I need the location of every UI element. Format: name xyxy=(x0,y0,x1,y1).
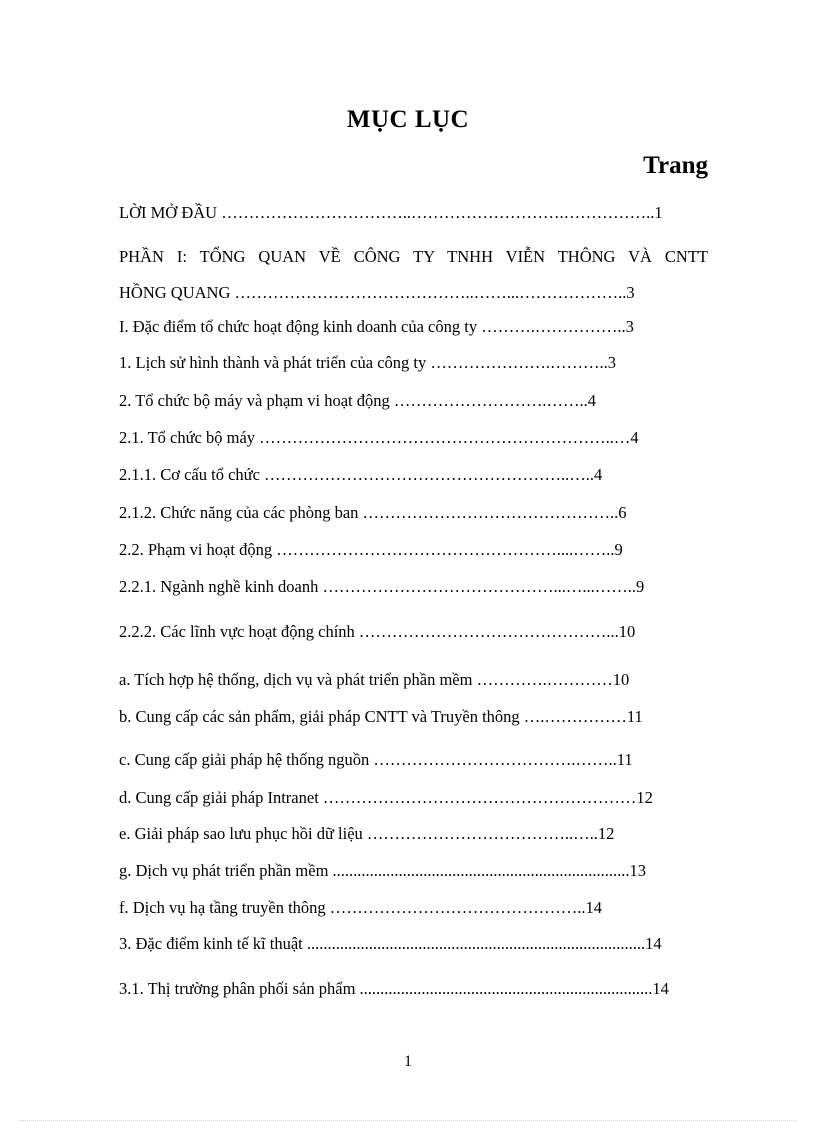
toc-entry-e: e. Giải pháp sao lưu phục hồi dữ liệu ………………………………..…..12 xyxy=(119,824,615,843)
toc-entry-c: c. Cung cấp giải pháp hệ thống nguồn ……………………………….……..11 xyxy=(119,750,633,769)
toc-entry-phan-1-cont: HỒNG QUANG ……………………………………..……...………………..3 xyxy=(119,283,635,302)
page-bottom-divider xyxy=(20,1120,796,1121)
toc-entry-section-1: I. Đặc điểm tổ chức hoạt động kinh doanh của công ty ……….……………..3 xyxy=(119,317,634,336)
page-title: MỤC LỤC xyxy=(346,106,470,133)
toc-entry-1: 1. Lịch sử hình thành và phát triển của công ty ………………….………..3 xyxy=(119,353,616,372)
toc-entry-loi-mo-dau: LỜI MỞ ĐẦU ……………………………..……………………….……………..1 xyxy=(119,203,663,222)
page-number: 1 xyxy=(404,1053,412,1070)
toc-entry-g: g. Dịch vụ phát triển phần mềm ........................................................................13 xyxy=(119,861,647,880)
toc-entry-2: 2. Tổ chức bộ máy và phạm vi hoạt động ……………………….……..4 xyxy=(119,391,597,410)
toc-entry-f: f. Dịch vụ hạ tầng truyền thông ………………………………………..14 xyxy=(119,898,603,917)
toc-entry-2-2: 2.2. Phạm vi hoạt động ……………………………………………....……..9 xyxy=(119,540,623,559)
toc-entry-a: a. Tích hợp hệ thống, dịch vụ và phát triển phần mềm ………….…………10 xyxy=(119,670,630,689)
toc-entry-3: 3. Đặc điểm kinh tế kĩ thuật ..................................................................................14 xyxy=(119,934,662,953)
toc-entry-phan-1: PHẦN I: TỔNG QUAN VỀ CÔNG TY TNHH VIỄN THÔNG VÀ CNTT xyxy=(119,247,708,266)
toc-entry-d: d. Cung cấp giải pháp Intranet …………………………………………………12 xyxy=(119,788,653,807)
toc-entry-3-1: 3.1. Thị trường phân phối sản phẩm .......................................................................14 xyxy=(119,979,669,998)
toc-entry-2-1: 2.1. Tổ chức bộ máy ………………………………………………………..…4 xyxy=(119,428,639,447)
toc-entry-2-2-2: 2.2.2. Các lĩnh vực hoạt động chính ………………………………………...10 xyxy=(119,622,636,641)
toc-entry-2-2-1: 2.2.1. Ngành nghề kinh doanh ……………………………………...…...……..9 xyxy=(119,577,645,596)
page-column-label: Trang xyxy=(643,152,708,179)
toc-entry-2-1-2: 2.1.2. Chức năng của các phòng ban ………………………………………..6 xyxy=(119,503,627,522)
toc-entry-2-1-1: 2.1.1. Cơ cấu tổ chức ………………………………………………..…..4 xyxy=(119,465,603,484)
toc-entry-b: b. Cung cấp các sản phẩm, giải pháp CNTT và Truyền thông ….……………11 xyxy=(119,707,643,726)
